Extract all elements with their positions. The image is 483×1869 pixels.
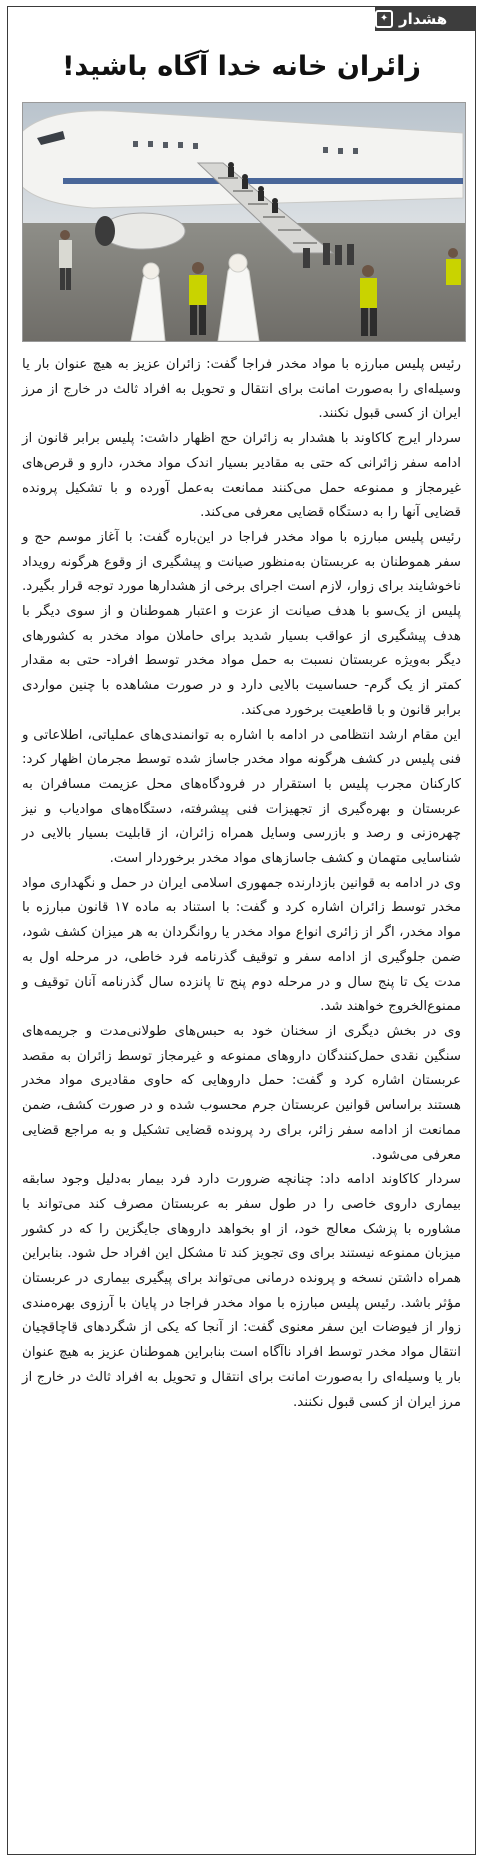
paragraph: رئیس پلیس مبارزه با مواد مخدر فراجا گفت: زائران عزیز به هیچ عنوان بار یا وسیله‌ای را به‌صورت امانت برای انتقال و تحویل به افراد ثالث در خارج از مرز ایران از کسی قبول نکنند. [22, 357, 461, 422]
article-body [22, 353, 461, 1415]
photo-illustration [23, 103, 465, 341]
kicker-label-box [375, 7, 475, 31]
tag-icon: ✦ [375, 10, 393, 28]
article-page [7, 6, 476, 1855]
paragraph: سردار ایرج کاکاوند با هشدار به زائران حج اظهار داشت: پلیس برابر قانون از ادامه سفر زائرانی که حتی به مقادیر بسیار اندک مواد مخدر، دارو و قرص‌های غیرمجاز و ممنوعه حمل می‌کنند ممانعت به‌عمل آورده و با تشکیل پرونده قضایی آنها را به دستگاه قضایی معرفی می‌کند. [22, 431, 461, 521]
headline: زائران خانه خدا آگاه باشید! [62, 51, 421, 82]
airplane-boarding-photo [22, 102, 466, 342]
paragraph: این مقام ارشد انتظامی در ادامه با اشاره به توانمندی‌های عملیاتی، اطلاعاتی و فنی پلیس در کشف هرگونه مواد مخدر جاساز شده توسط مجرمان اظهار کرد: کارکنان مجرب پلیس با استقرار در فرودگاه‌های محل عزیمت مسافران به عربستان و بهره‌گیری از تجهیزات فنی پیشرفته، دستگاه‌های موادیاب و نیز چهره‌زنی و رصد و بازرسی وسایل همراه زائران، از قابلیت بسیار بالایی در شناسایی متهمان و کشف جاسازهای مواد مخدر برخوردار است. [22, 727, 461, 867]
kicker-label: هشدار [399, 10, 448, 28]
paragraph: وی در ادامه به قوانین بازدارنده جمهوری اسلامی ایران در حمل و نگهداری مواد مخدر توسط زائران اشاره کرد و گفت: با استناد به ماده ۱۷ قانون مبارزه با مواد مخدر، اگر از زائری انواع مواد مخدر یا روانگردان به هر میزان کشف شود، ضمن جلوگیری از ادامه سفر و توقیف گذرنامه فرد خاطی، در مرحله اول به مدت یک تا پنج سال و در مرحله دوم پنج تا پانزده سال گذرنامه آنان توقیف و ممنوع‌الخروج خواهند شد. [22, 875, 462, 1015]
paragraph: وی در بخش دیگری از سخنان خود به حبس‌های طولانی‌مدت و جریمه‌های سنگین نقدی حمل‌کنندگان داروهای ممنوعه و غیرمجاز توسط زائران به مقصد عربستان اشاره کرد و گفت: حمل داروهایی که حاوی مقادیری مواد مخدر هستند براساس قوانین عربستان جرم محسوب شده و در صورت کشف، ضمن ممانعت از ادامه سفر زائر، برای رد پرونده قضایی تشکیل و به مراجع قضایی معرفی می‌شود. [22, 1023, 461, 1163]
paragraph: سردار کاکاوند ادامه داد: چنانچه ضرورت دارد فرد بیمار به‌دلیل وجود سابقه بیماری داروی خاصی را در طول سفر به عربستان مصرف کند می‌تواند با مشاوره با پزشک معالج خود، از او بخواهد داروهای جایگزین را که در کشور میزبان ممنوعه نیستند برای وی تجویز کند تا مشکل این افراد حل شود. بنابراین همراه داشتن نسخه و پرونده درمانی می‌تواند برای پیگیری بیماری در عربستان مؤثر باشد. رئیس پلیس مبارزه با مواد مخدر فراجا در پایان با آرزوی بهره‌مندی زوار از فیوضات این سفر معنوی گفت: از آنجا که یکی از شگردهای قاچاقچیان انتقال مواد مخدر توسط افراد ناآگاه است بنابراین هموطنان عزیز به هیچ عنوان بار یا وسیله‌ای را به‌صورت امانت برای انتقال و تحویل به افراد ثالث در خارج از مرز ایران از کسی قبول نکنند. [22, 1172, 461, 1410]
paragraph: رئیس پلیس مبارزه با مواد مخدر فراجا در این‌باره گفت: با آغاز موسم حج و سفر هموطنان به عربستان به‌منظور صیانت و پیشگیری از وقوع هرگونه رویداد ناخوشایند برای زوار، لازم است اجرای برخی از هشدارها مورد توجه قرار بگیرد. پلیس از یک‌سو با هدف صیانت از عزت و اعتبار هموطنان و از سوی دیگر با هدف پیشگیری از عواقب بسیار شدید برای حاملان مواد مخدر به کشورهای دیگر به‌ویژه عربستان نسبت به حمل مواد مخدر توسط افراد- حتی به مقدار کمتر از یک گرم- حساسیت بالایی دارد و در صورت مشاهده با چنین مواردی برابر قانون و با قاطعیت برخورد می‌کند. [22, 529, 461, 718]
